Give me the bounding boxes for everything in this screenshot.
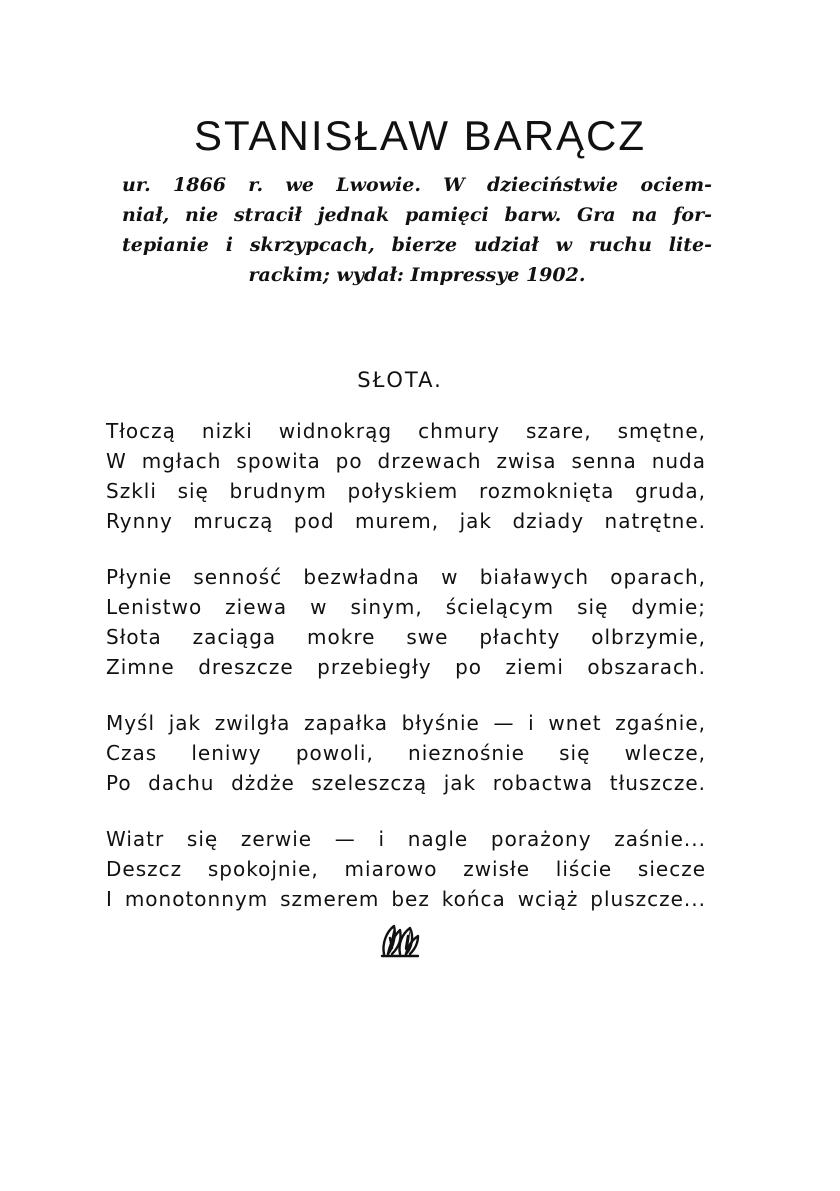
verse-line: Zimne dreszcze przebiegły po ziemi obszarach.: [106, 655, 706, 679]
verse-line: Wiatr się zerwie — i nagle porażony zaśnie...: [106, 827, 706, 851]
author-name: STANISŁAW BARĄCZ: [193, 112, 647, 159]
verse-line: Czas leniwy powoli, nieznośnie się wlecze,: [106, 741, 706, 765]
stanza-2: [106, 562, 706, 682]
bio-line: niał, nie stracił jednak pamięci barw. Gra na for-: [122, 204, 712, 226]
poem-body: [106, 416, 706, 940]
stanza-1: [106, 416, 706, 536]
verse-line: Słota zaciąga mokre swe płachty olbrzymie,: [106, 625, 706, 649]
bio-line: tepianie i skrzypcach, bierze udział w ruchu lite-: [122, 234, 712, 256]
verse-line: Deszcz spokojnie, miarowo zwisłe liście siecze: [106, 857, 706, 881]
verse-line: Płynie senność bezwładna w białawych oparach,: [106, 565, 706, 589]
verse-line: Rynny mruczą pod murem, jak dziady natrętne.: [106, 509, 706, 533]
verse-line: Myśl jak zwilgła zapałka błyśnie — i wnet zgaśnie,: [106, 711, 706, 735]
verse-line: Po dachu dżdże szeleszczą jak robactwa tłuszcze.: [106, 771, 706, 795]
verse-line: Lenistwo ziewa w sinym, ścielącym się dymie;: [106, 595, 706, 619]
verse-line: W mgłach spowita po drzewach zwisa senna nuda: [106, 449, 706, 473]
bio-line: rackim; wydał: Impressye 1902.: [248, 264, 586, 286]
bio-line: ur. 1866 r. we Lwowie. W dzieciństwie ociem-: [122, 174, 712, 196]
floral-ornament-icon: [378, 918, 422, 962]
verse-line: I monotonnym szmerem bez końca wciąż pluszcze...: [106, 887, 706, 911]
stanza-3: [106, 708, 706, 798]
poem-title: SŁOTA.: [357, 368, 443, 392]
verse-line: Szkli się brudnym połyskiem rozmoknięta gruda,: [106, 479, 706, 503]
verse-line: Tłoczą nizki widnokrąg chmury szare, smętne,: [106, 419, 706, 443]
author-bio: [122, 170, 712, 290]
stanza-4: [106, 824, 706, 914]
